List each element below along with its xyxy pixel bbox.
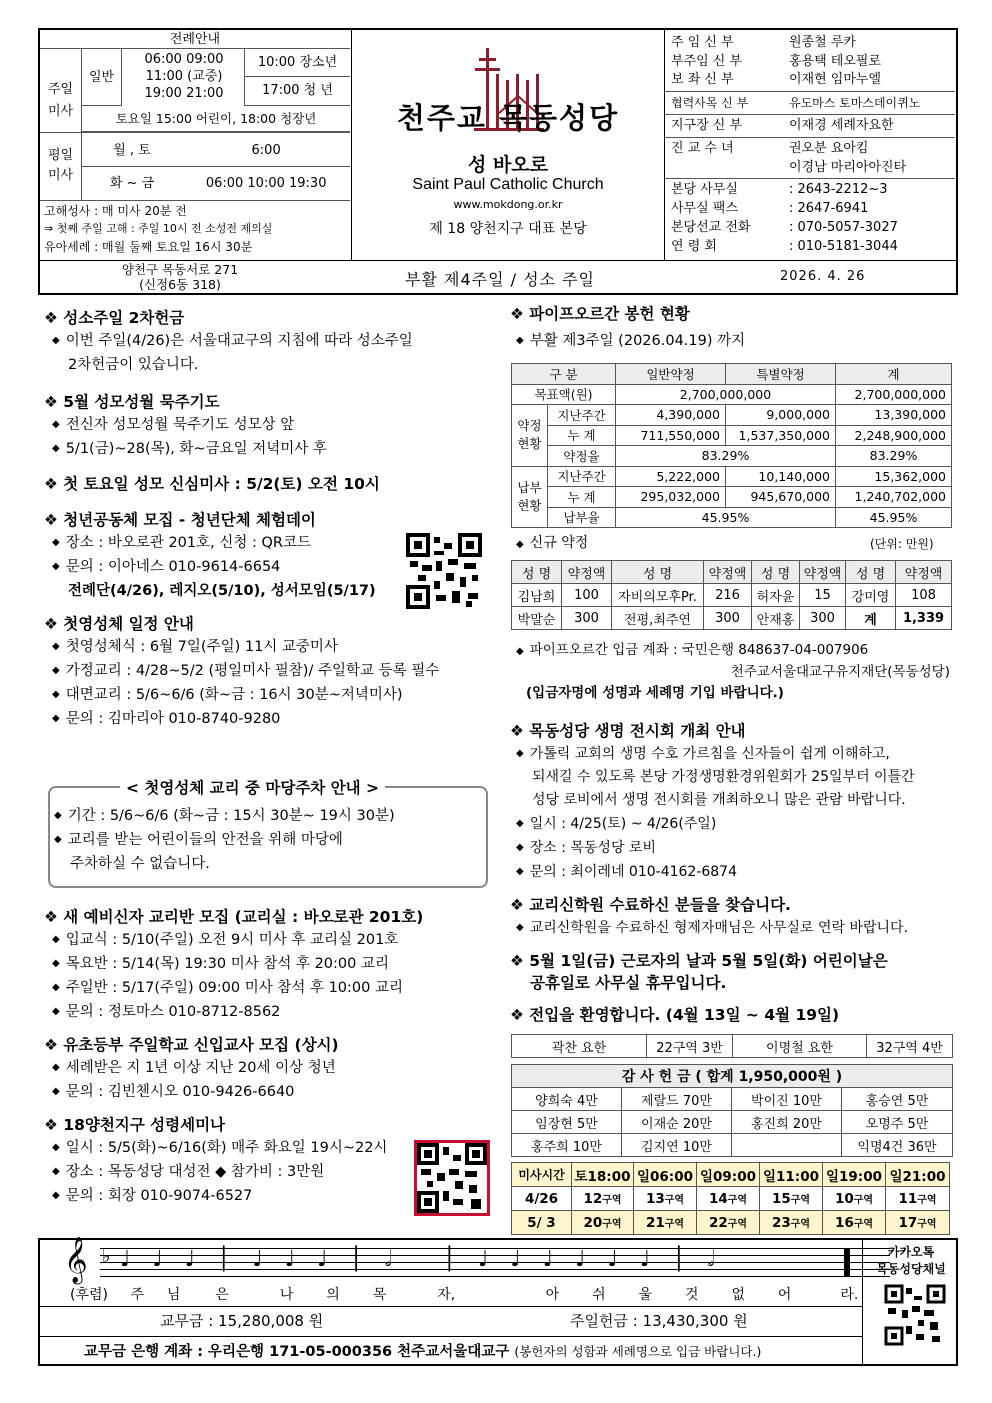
holiday-notice-line-2: 공휴일로 사무실 휴무입니다. — [530, 974, 727, 992]
list-item: ◆ 교리를 받는 어린이들의 안전을 위해 마당에 — [54, 832, 343, 848]
sunday-offering-total: 주일헌금 : 13,430,300 원 — [570, 1312, 748, 1330]
table-row: 4/26 12구역 13구역 14구역 15구역 10구역 11구역 — [512, 1187, 950, 1211]
church-fee-total: 교무금 : 15,280,008 원 — [160, 1312, 324, 1330]
bulletin-header — [38, 28, 958, 295]
table-row: 김남희 100 자비의모후Pr. 216 허자윤 15 강미영 108 — [512, 584, 952, 607]
patron-name: 성 바오로 — [467, 154, 549, 176]
new-pledge-unit: (단위: 만원) — [870, 537, 934, 551]
mass-schedule — [40, 30, 352, 260]
sisters: 진 교 수 녀 권오분 요아킴 이경남 마리아아진타 — [671, 141, 907, 175]
list-item: ◆ 문의 : 정토마스 010-8712-8562 — [52, 1004, 281, 1020]
table-row: 5/ 3 20구역 21구역 22구역 23구역 16구역 17구역 — [512, 1211, 950, 1235]
bank-account-line: 교무금 은행 계좌 : 우리은행 171-05-000356 천주교서울대교구 (봉헌자의 성함과 세례명으로 입금 바랍니다.) — [84, 1344, 762, 1360]
liturgy-title: 부활 제4주일 / 성소 주일 — [404, 270, 596, 289]
list-item: ◆ 가정교리 : 4/28~5/2 (평일미사 필참)/ 주일학교 등록 필수 — [52, 663, 440, 679]
new-pledge-table: 성 명 약정액 성 명 약정액 성 명 약정액 성 명 약정액 김남희 100 자비의모후Pr. 216 허자윤 15 강미영 108 박말순 300 전평,최주연 300 안재홍 300 계 1,339 — [511, 560, 952, 630]
list-item: ◆ 전신자 성모성월 묵주기도 성모상 앞 — [52, 417, 295, 433]
list-item: ◆ 장소 : 바오로관 201호, 신청 : QR코드 — [52, 535, 311, 551]
section-title: ❖ 교리신학원 수료하신 분들을 찾습니다. — [510, 896, 791, 914]
list-item: ◆ 문의 : 최이레네 010-4162-6874 — [516, 864, 737, 880]
list-item: ◆ 가톨릭 교회의 생명 수호 가르침을 신자들이 쉽게 이해하고, — [516, 746, 890, 762]
list-item: ◆ 기간 : 5/6~6/6 (화~금 : 15시 30분~ 19시 30분) — [54, 808, 395, 824]
youth-programs: 전례단(4/26), 레지오(5/10), 성서모임(5/17) — [68, 583, 376, 599]
new-pledge-title: ◆ 신규 약정 — [516, 535, 589, 551]
list-item: ◆ 목요반 : 5/14(목) 19:30 미사 참석 후 20:00 교리 — [52, 956, 389, 972]
music-notes-icon: ♩♩♩│♩♩♩│𝅗𝅥 │♩♩♩♩♩♩│𝅗𝅥 — [120, 1247, 737, 1272]
mass-duty-table: 미사시간 토18:00 일06:00 일09:00 일11:00 일19:00 일21:00 4/26 12구역 13구역 14구역 15구역 10구역 11구역 5/ 3 20구역 21구역 22구역 23구역 16구역 17구역 — [511, 1162, 950, 1235]
list-item: 주차하실 수 없습니다. — [70, 856, 210, 872]
kakao-qr-code-icon[interactable] — [884, 1284, 946, 1346]
sunday-mass-label: 주일 미사 — [40, 49, 82, 160]
parking-notice-box — [48, 779, 488, 888]
assistant-priest: 협력사목 신 부 유도마스 토마스데이퀴노 — [671, 96, 921, 110]
left-column — [44, 305, 494, 731]
staff-list: 주 임 신 부 원종철 루카 부주임 신 부 홍용택 테오필로 보 좌 신 부 이재현 임마누엘 — [671, 35, 882, 87]
table-row: 박말순 300 전평,최주연 300 안재홍 300 계 1,339 — [512, 607, 952, 630]
right-column-lower — [510, 720, 958, 1026]
section-title: ❖ 전입을 환영합니다. (4월 13일 ~ 4월 19일) — [510, 1006, 840, 1024]
list-item: ◆ 주일반 : 5/17(주일) 09:00 미사 참석 후 10:00 교리 — [52, 980, 403, 996]
weekday-row-2: 화 ~ 금 06:00 10:00 19:30 — [109, 176, 327, 191]
parking-notice-title: < 첫영성체 교리 중 마당주차 안내 > — [120, 776, 385, 798]
section-title: ❖ 첫영성체 일정 안내 — [44, 615, 194, 633]
list-item: 2차헌금이 있습니다. — [68, 357, 199, 373]
contact-list: 본당 사무실 : 2643-2212~3 사무실 팩스 : 2647-6941 본당선교 전화 : 070-5057-3027 연 령 회 : 010-5181-3044 — [671, 182, 898, 254]
section-title: ❖ 5월 성모성월 묵주기도 — [44, 393, 220, 411]
section-title: ❖ 성소주일 2차헌금 — [44, 309, 185, 327]
section-title: ❖ 유초등부 주일학교 신입교사 모집 (상시) — [44, 1036, 339, 1054]
staff-contacts — [664, 30, 956, 260]
list-item: ◆ 입교식 : 5/10(주일) 오전 9시 미사 후 교리실 201호 — [52, 932, 399, 948]
offering-summary — [40, 1307, 862, 1336]
seminar-qr-code-icon[interactable] — [414, 1140, 490, 1216]
list-item: ◆ 일시 : 5/5(화)~6/16(화) 매주 화요일 19시~22시 — [52, 1140, 388, 1156]
payment-label: 납부현황 — [512, 466, 548, 528]
table-row: 양희숙 4만 제랄드 70만 박이진 10만 홍승연 5만 — [512, 1088, 953, 1111]
psalm-lyrics: (후렴) 주 님 은 나 의 목 자, 아 쉬 울 것 없 어 라. — [70, 1287, 859, 1303]
list-item: ◆ 문의 : 회장 010-9074-6527 — [52, 1188, 253, 1204]
saturday-line: 토요일 15:00 어린이, 18:00 청장년 — [82, 106, 350, 132]
psalm-music-score — [40, 1237, 862, 1306]
section-title: ❖ 파이프오르간 봉헌 현황 — [510, 305, 690, 323]
treble-clef-icon: 𝄞 — [64, 1237, 88, 1283]
list-item: ◆ 문의 : 김마리아 010-8740-9280 — [52, 711, 281, 727]
header-bottom-bar — [40, 260, 956, 295]
church-address: 양천구 목동서로 271 (신정6동 318) — [121, 262, 239, 292]
mass-title: 전례안내 — [40, 30, 350, 49]
english-name: Saint Paul Catholic Church — [412, 176, 604, 193]
church-logo-area — [352, 30, 664, 260]
bulletin-footer — [38, 1238, 958, 1366]
thanks-offering-table: 감 사 헌 금 ( 합계 1,950,000원 ) 양희숙 4만 제랄드 70만 박이진 10만 홍승연 5만 임장현 5만 이재순 20만 홍진희 20만 오명주 5만 홍주희 10만 김지연 10만 익명4건 36만 — [511, 1064, 953, 1157]
organ-table: 구 분 일반약정 특별약정 계 목표액(원) 2,700,000,000 2,700,000,000 약정현황 지난주간 4,390,000 9,000,000 13,390,000 누 계 711,550,000 1,537,350,000 2,248,900,000 약정율 83.29% 83.29% 납부현황 지난주간 5,222,000 10,140,000 15,362,000 누 계 295,032,000 945,670,000 1,240,702,000 납부율 45.95% 45.95% — [511, 363, 952, 528]
list-item: ◆ 장소 : 목동성당 대성전 ◆ 참가비 : 3만원 — [52, 1164, 325, 1180]
section-title: ❖ 청년공동체 모집 - 청년단체 체험데이 — [44, 511, 316, 529]
list-item: ◆ 5/1(금)~28(목), 화~금요일 저녁미사 후 — [52, 441, 327, 457]
organ-subtitle: ◆ 부활 제3주일 (2026.04.19) 까지 — [516, 333, 746, 349]
youth-qr-code-icon[interactable] — [406, 533, 482, 609]
weekday-row-1: 월 , 토 6:00 — [82, 134, 350, 167]
website-link[interactable]: www.mokdong.or.kr — [453, 198, 563, 211]
district-label: 제 18 양천지구 대표 본당 — [429, 221, 587, 237]
church-name: 천주교 목동성당 — [396, 101, 620, 135]
list-item: ◆ 이번 주일(4/26)은 서울대교구의 지침에 따라 성소주일 — [52, 333, 413, 349]
list-item: ◆ 첫영성체식 : 6월 7일(주일) 11시 교중미사 — [52, 639, 338, 655]
parking-notice-body — [54, 804, 484, 876]
kakao-channel-label: 카카오톡 목동성당채널 — [876, 1245, 946, 1276]
section-title: ❖ 18양천지구 성령세미나 — [44, 1116, 226, 1134]
flat-sign-icon: ♭ — [102, 1246, 111, 1267]
list-item: 되새길 수 있도록 본당 가정생명환경위원회가 25일부터 이틀간 — [532, 769, 915, 785]
list-item: ◆ 대면교리 : 5/6~6/6 (화~금 : 16시 30분~저녁미사) — [52, 687, 403, 703]
organ-account: ◆ 파이프오르간 입금 계좌 : 국민은행 848637-04-007906 천주교서울대교구유지재단(목동성당) (입금자명에 성명과 세례명 기입 바랍니다.) — [516, 642, 950, 701]
section-title: ❖ 목동성당 생명 전시회 개최 안내 — [510, 722, 746, 740]
table-row: 홍주희 10만 김지연 10만 익명4건 36만 — [512, 1134, 953, 1157]
table-row: 곽찬 요한 22구역 3반 이명철 요한 32구역 4반 — [512, 1035, 953, 1058]
section-title: ❖ 첫 토요일 성모 신심미사 : 5/2(토) 오전 10시 — [44, 475, 380, 493]
list-item: ◆ 문의 : 김빈첸시오 010-9426-6640 — [52, 1084, 295, 1100]
vicar: 지구장 신 부 이재경 세례자요한 — [671, 118, 894, 133]
pledge-label: 약정현황 — [512, 405, 548, 467]
table-row: 임장현 5만 이재순 20만 홍진희 20만 오명주 5만 — [512, 1111, 953, 1134]
weekday-mass-label: 평일 미사 — [40, 134, 82, 200]
holiday-notice-line-1: ❖ 5월 1일(금) 근로자의 날과 5월 5일(화) 어린이날은 — [510, 952, 888, 970]
youth-times: 10:00 장소년 17:00 청 년 — [244, 49, 350, 106]
bulletin-date: 2026. 4. 26 — [780, 269, 866, 284]
list-item: 성당 로비에서 생명 전시회를 개최하오니 많은 관람 바랍니다. — [532, 792, 906, 808]
list-item: ◆ 세례받은 지 1년 이상 지난 20세 이상 청년 — [52, 1060, 336, 1076]
list-item: ◆ 교리신학원을 수료하신 형제자매님은 사무실로 연락 바랍니다. — [516, 920, 909, 936]
sacrament-notes: 고해성사 : 매 미사 20분 전 ⇒ 첫째 주일 고해 : 주일 10시 전 소성전 제의실 유아세례 : 매월 둘째 토요일 16시 30분 — [44, 204, 273, 254]
sunday-times: 06:00 09:00 11:00 (교중) 19:00 21:00 — [144, 52, 224, 101]
list-item: ◆ 장소 : 목동성당 로비 — [516, 840, 656, 856]
list-item: ◆ 문의 : 이아네스 010-9614-6654 — [52, 559, 281, 575]
list-item: ◆ 일시 : 4/25(토) ~ 4/26(주일) — [516, 816, 717, 832]
section-title: ❖ 새 예비신자 교리반 모집 (교리실 : 바오로관 201호) — [44, 908, 424, 926]
welcome-table — [511, 1034, 953, 1058]
right-column — [510, 305, 958, 353]
general-label: 일반 — [82, 49, 122, 106]
final-barline-icon — [844, 1248, 850, 1277]
